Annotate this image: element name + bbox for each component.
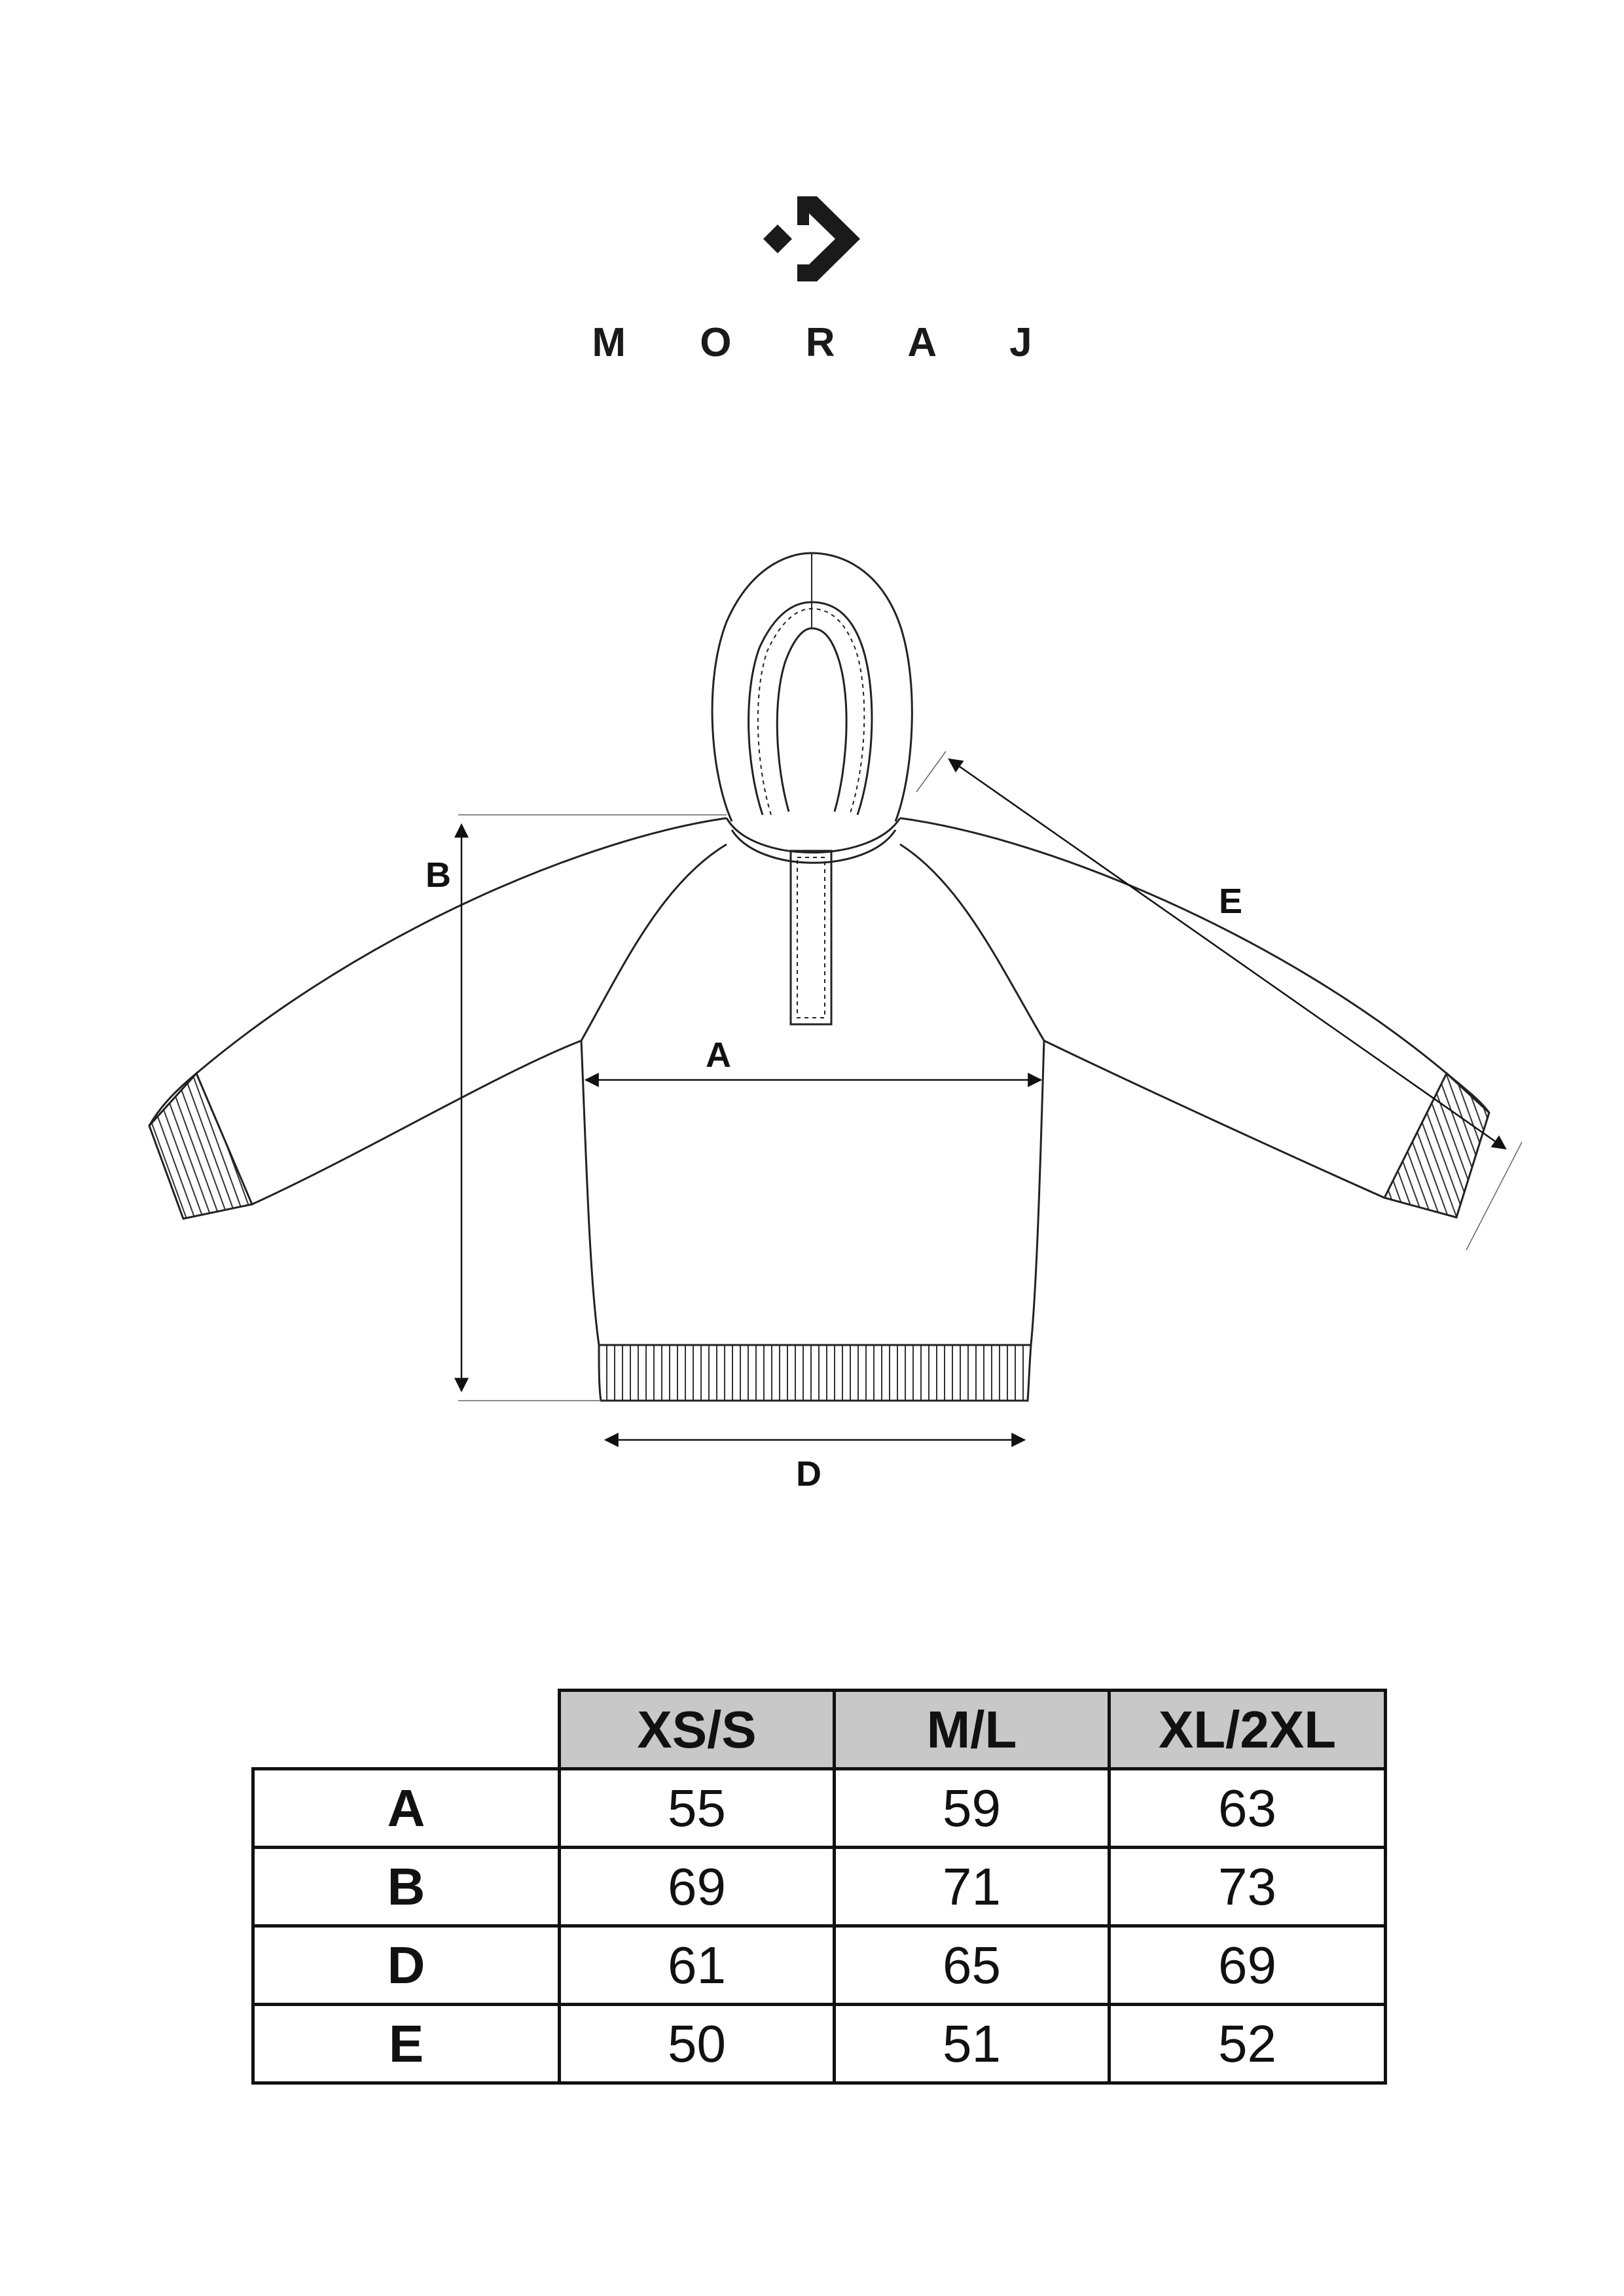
row-label: E [253,2005,560,2083]
brand-logo [0,196,1624,281]
dimension-label-d: D [796,1454,821,1494]
table-cell: 65 [835,1926,1110,2005]
table-cell: 59 [835,1769,1110,1848]
table-cell: 73 [1110,1848,1386,1926]
table-cell: 51 [835,2005,1110,2083]
table-cell: 52 [1110,2005,1386,2083]
row-label: A [253,1769,560,1848]
left-cuff [149,1073,252,1219]
chevron-diamond-logo-icon [763,196,861,281]
table-row [253,2005,1386,2083]
row-label: D [253,1926,560,2005]
table-row [253,1769,1386,1848]
table-row [253,1848,1386,1926]
table-row [253,1926,1386,2005]
hoodie-outline [149,553,1489,1401]
dimension-label-a: A [706,1035,731,1075]
hoodie-measurement-diagram [0,511,1624,1558]
dimension-lines [458,751,1522,1440]
dimension-label-b: B [425,855,451,895]
table-cell: 50 [560,2005,835,2083]
table-cell: 69 [1110,1926,1386,2005]
table-cell: 63 [1110,1769,1386,1848]
size-table [251,1689,1387,2085]
table-cell: 69 [560,1848,835,1926]
size-header-m-l: M/L [835,1691,1110,1769]
size-header-xs-s: XS/S [560,1691,835,1769]
table-cell: 71 [835,1848,1110,1926]
brand-name: M O R A J [592,320,1064,365]
table-cell: 55 [560,1769,835,1848]
size-header-xl-2xl: XL/2XL [1110,1691,1386,1769]
table-cell: 61 [560,1926,835,2005]
dimension-label-e: E [1219,882,1243,921]
size-header-row [253,1691,1386,1769]
row-label: B [253,1848,560,1926]
table-corner [253,1691,560,1769]
